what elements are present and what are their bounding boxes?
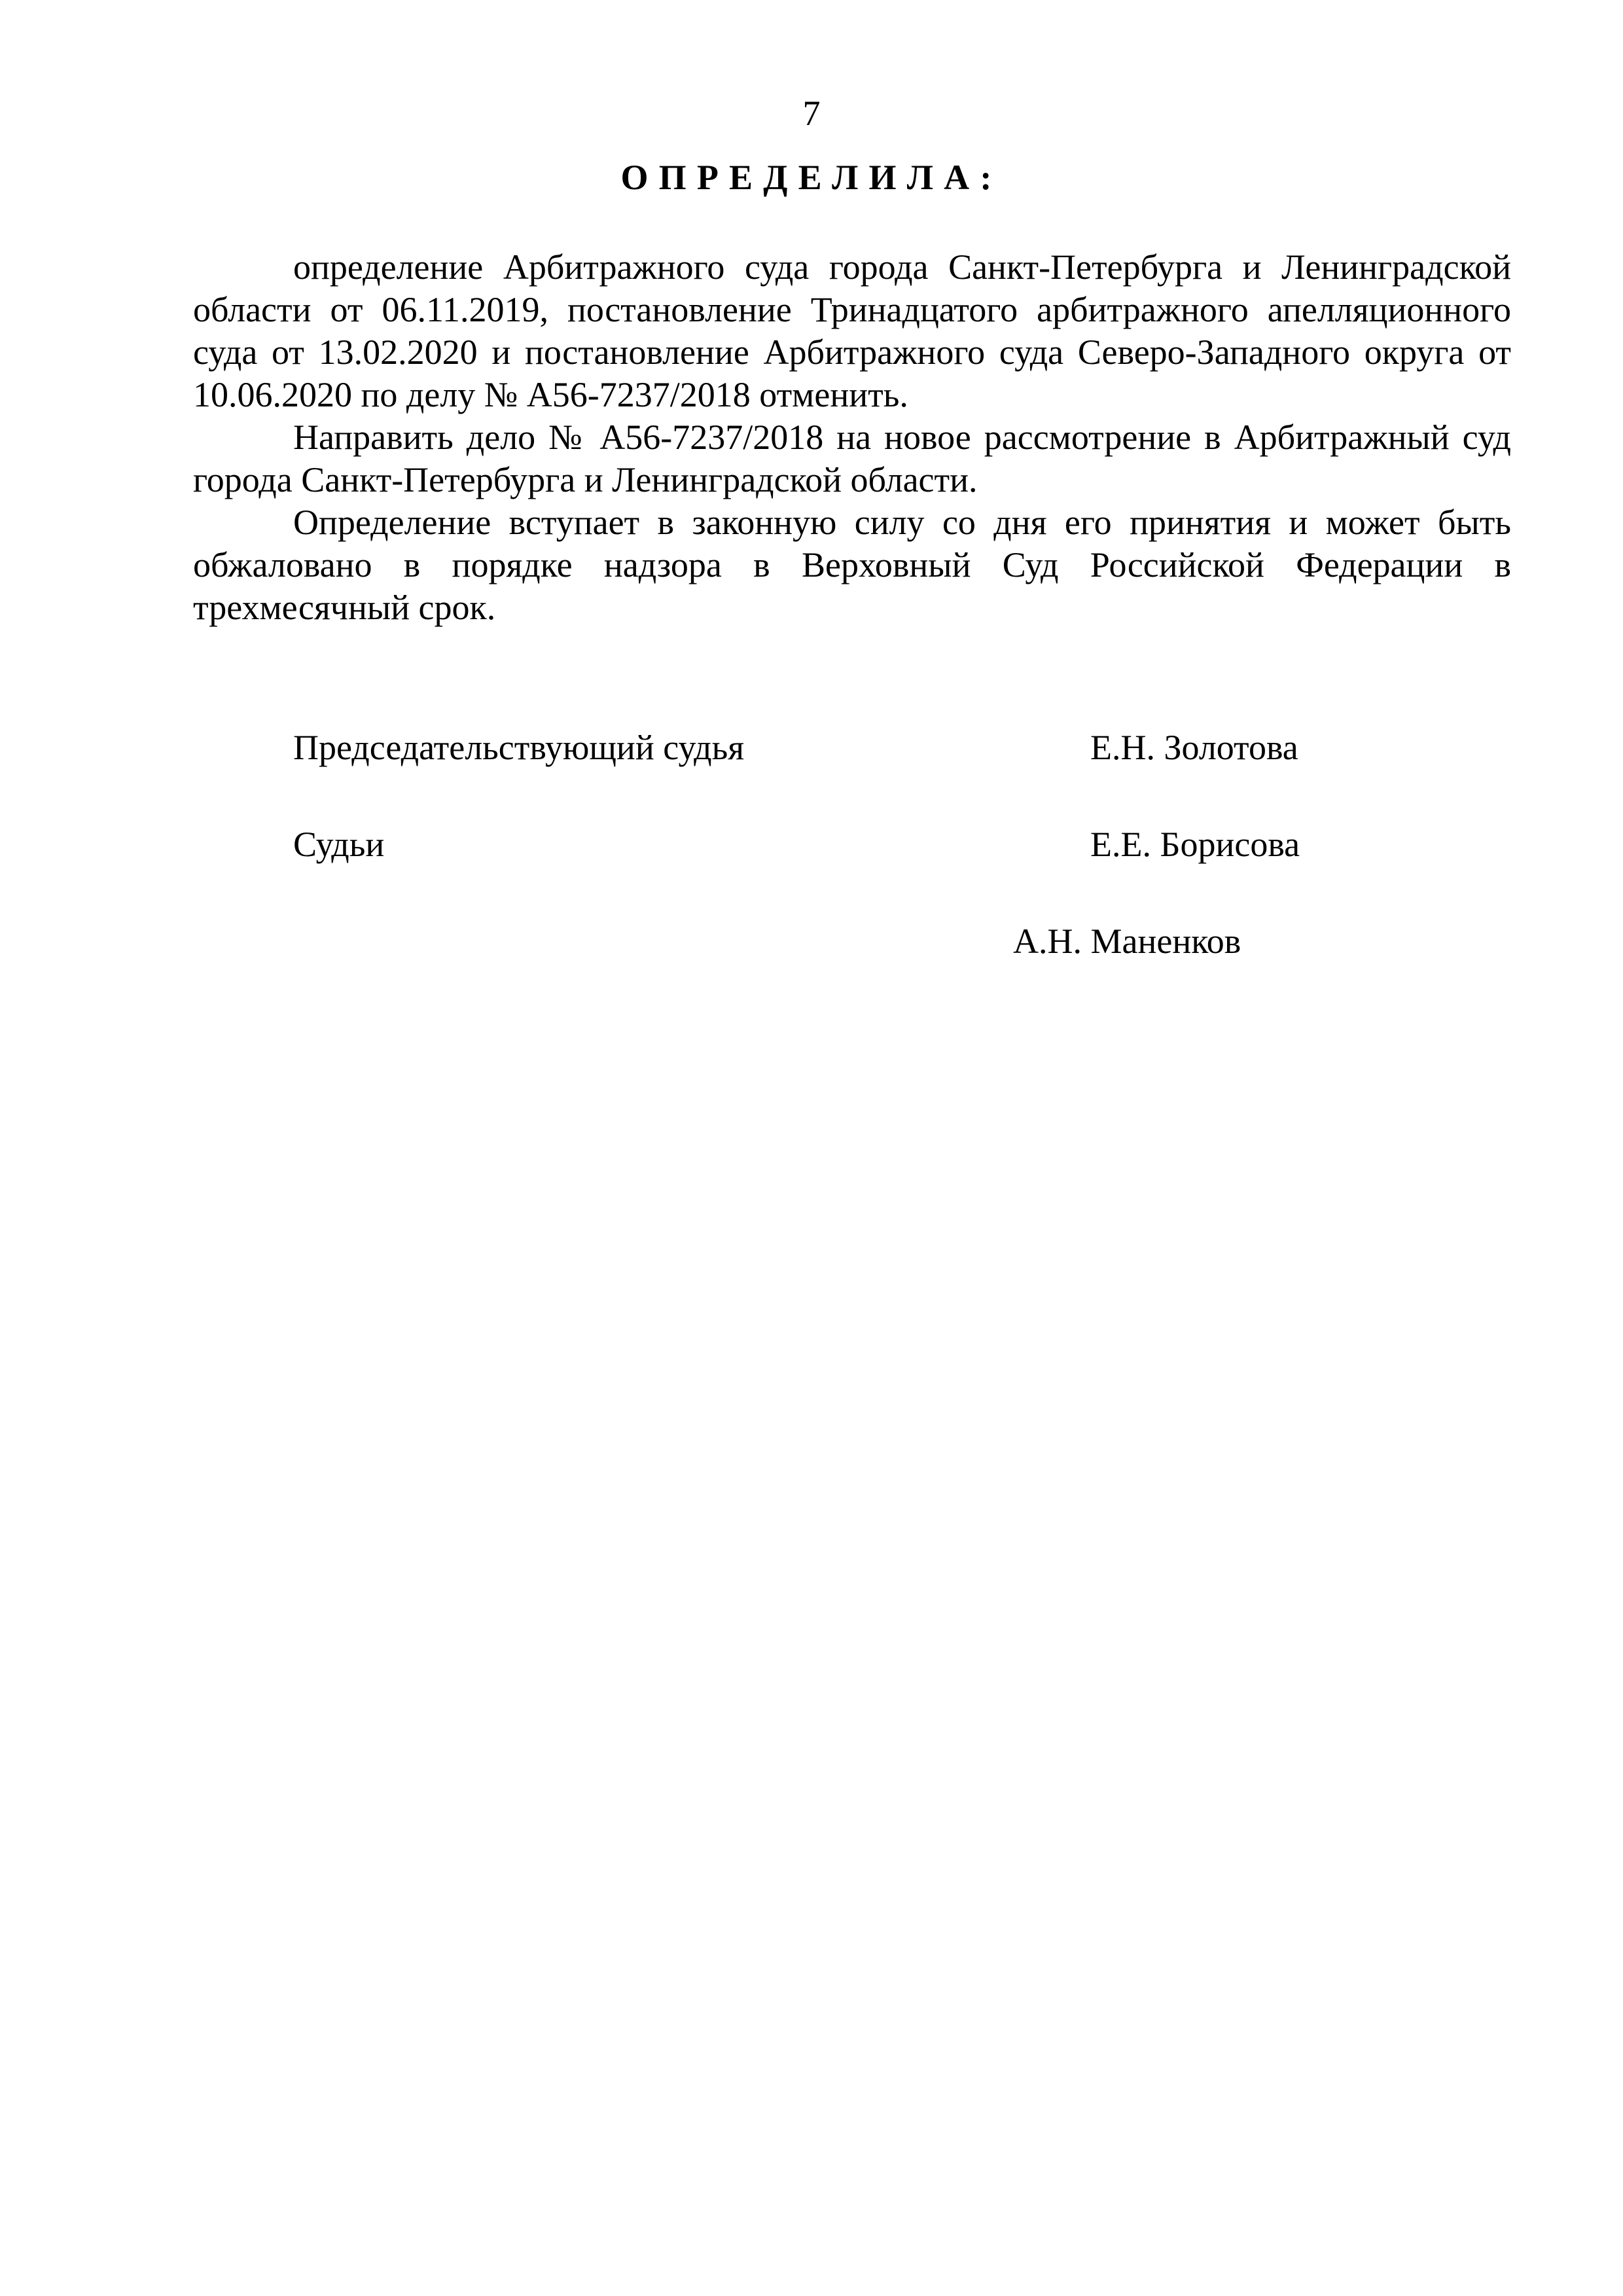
judges-title: Судьи	[293, 825, 385, 864]
paragraph-decision: определение Арбитражного суда города Санкт-Петербурга и Ленинградской области от 06.11.2019, постановление Тринадцатого арбитражного апелляционного суда от 13.02.2020 и постановление Арбитражного суда Северо-Западного округа от 10.06.2020 по делу № А56-7237/2018 отменить.	[193, 247, 1511, 414]
document-heading: ОПРЕДЕЛИЛА:	[620, 158, 1003, 197]
judge-name-manenkov: А.Н. Маненков	[1013, 922, 1241, 961]
presiding-judge-name: Е.Н. Золотова	[1090, 728, 1298, 767]
page-number: 7	[802, 94, 821, 133]
paragraph-referral: Направить дело № А56-7237/2018 на новое рассмотрение в Арбитражный суд города Санкт-Петербурга и Ленинградской области.	[193, 418, 1511, 499]
paragraph-effect: Определение вступает в законную силу со дня его принятия и может быть обжаловано в порядке надзора в Верховный Суд Российской Федерации в трехмесячный срок.	[193, 503, 1511, 627]
judge-name-borisova: Е.Е. Борисова	[1090, 825, 1300, 864]
presiding-judge-title: Председательствующий судья	[293, 728, 745, 767]
document-body	[193, 246, 1511, 629]
